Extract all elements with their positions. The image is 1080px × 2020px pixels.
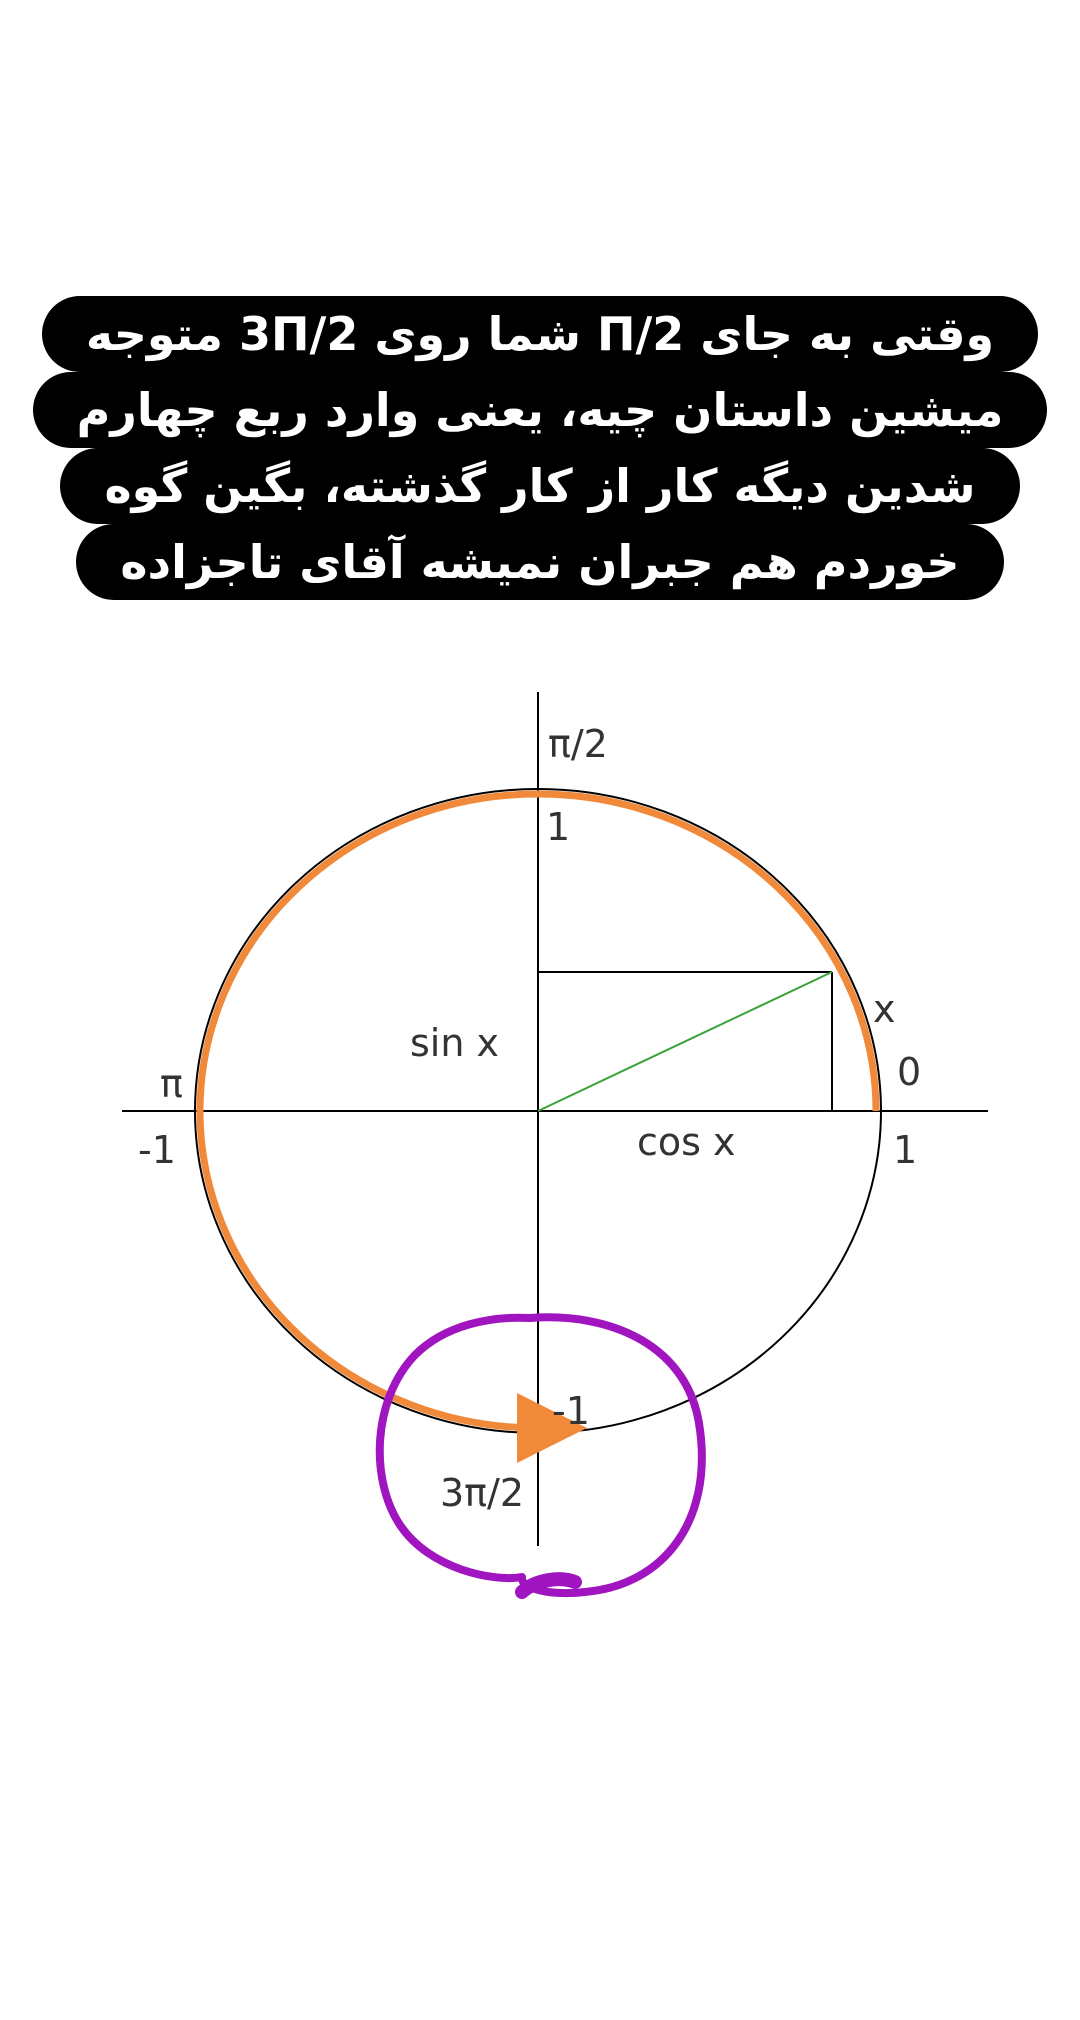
label-right-value: 1 [893,1128,918,1172]
caption-line-2: میشین داستان چیه، یعنی وارد ربع چهارم [33,372,1048,448]
radius-line [538,972,832,1111]
label-top-value: 1 [546,805,571,849]
label-cosine: cos x [637,1120,736,1164]
label-top-angle: π/2 [548,722,608,766]
label-point-angle: x [873,987,896,1031]
caption-line-1: وقتی به جای Π/2 شما روی 3Π/2 متوجه [42,296,1038,372]
label-sine: sin x [410,1021,500,1065]
label-bottom-angle: 3π/2 [440,1471,525,1515]
label-bottom-value: -1 [552,1389,590,1433]
caption-line-3: شدین دیگه کار از کار گذشته، بگین گوه [60,448,1019,524]
purple-highlight-circle [380,1317,702,1593]
label-left-angle: π [160,1062,183,1106]
label-right-angle: 0 [897,1050,922,1094]
caption-line-4: خوردم هم جبران نمیشه آقای تاجزاده [76,524,1003,600]
label-left-value: -1 [138,1128,176,1172]
